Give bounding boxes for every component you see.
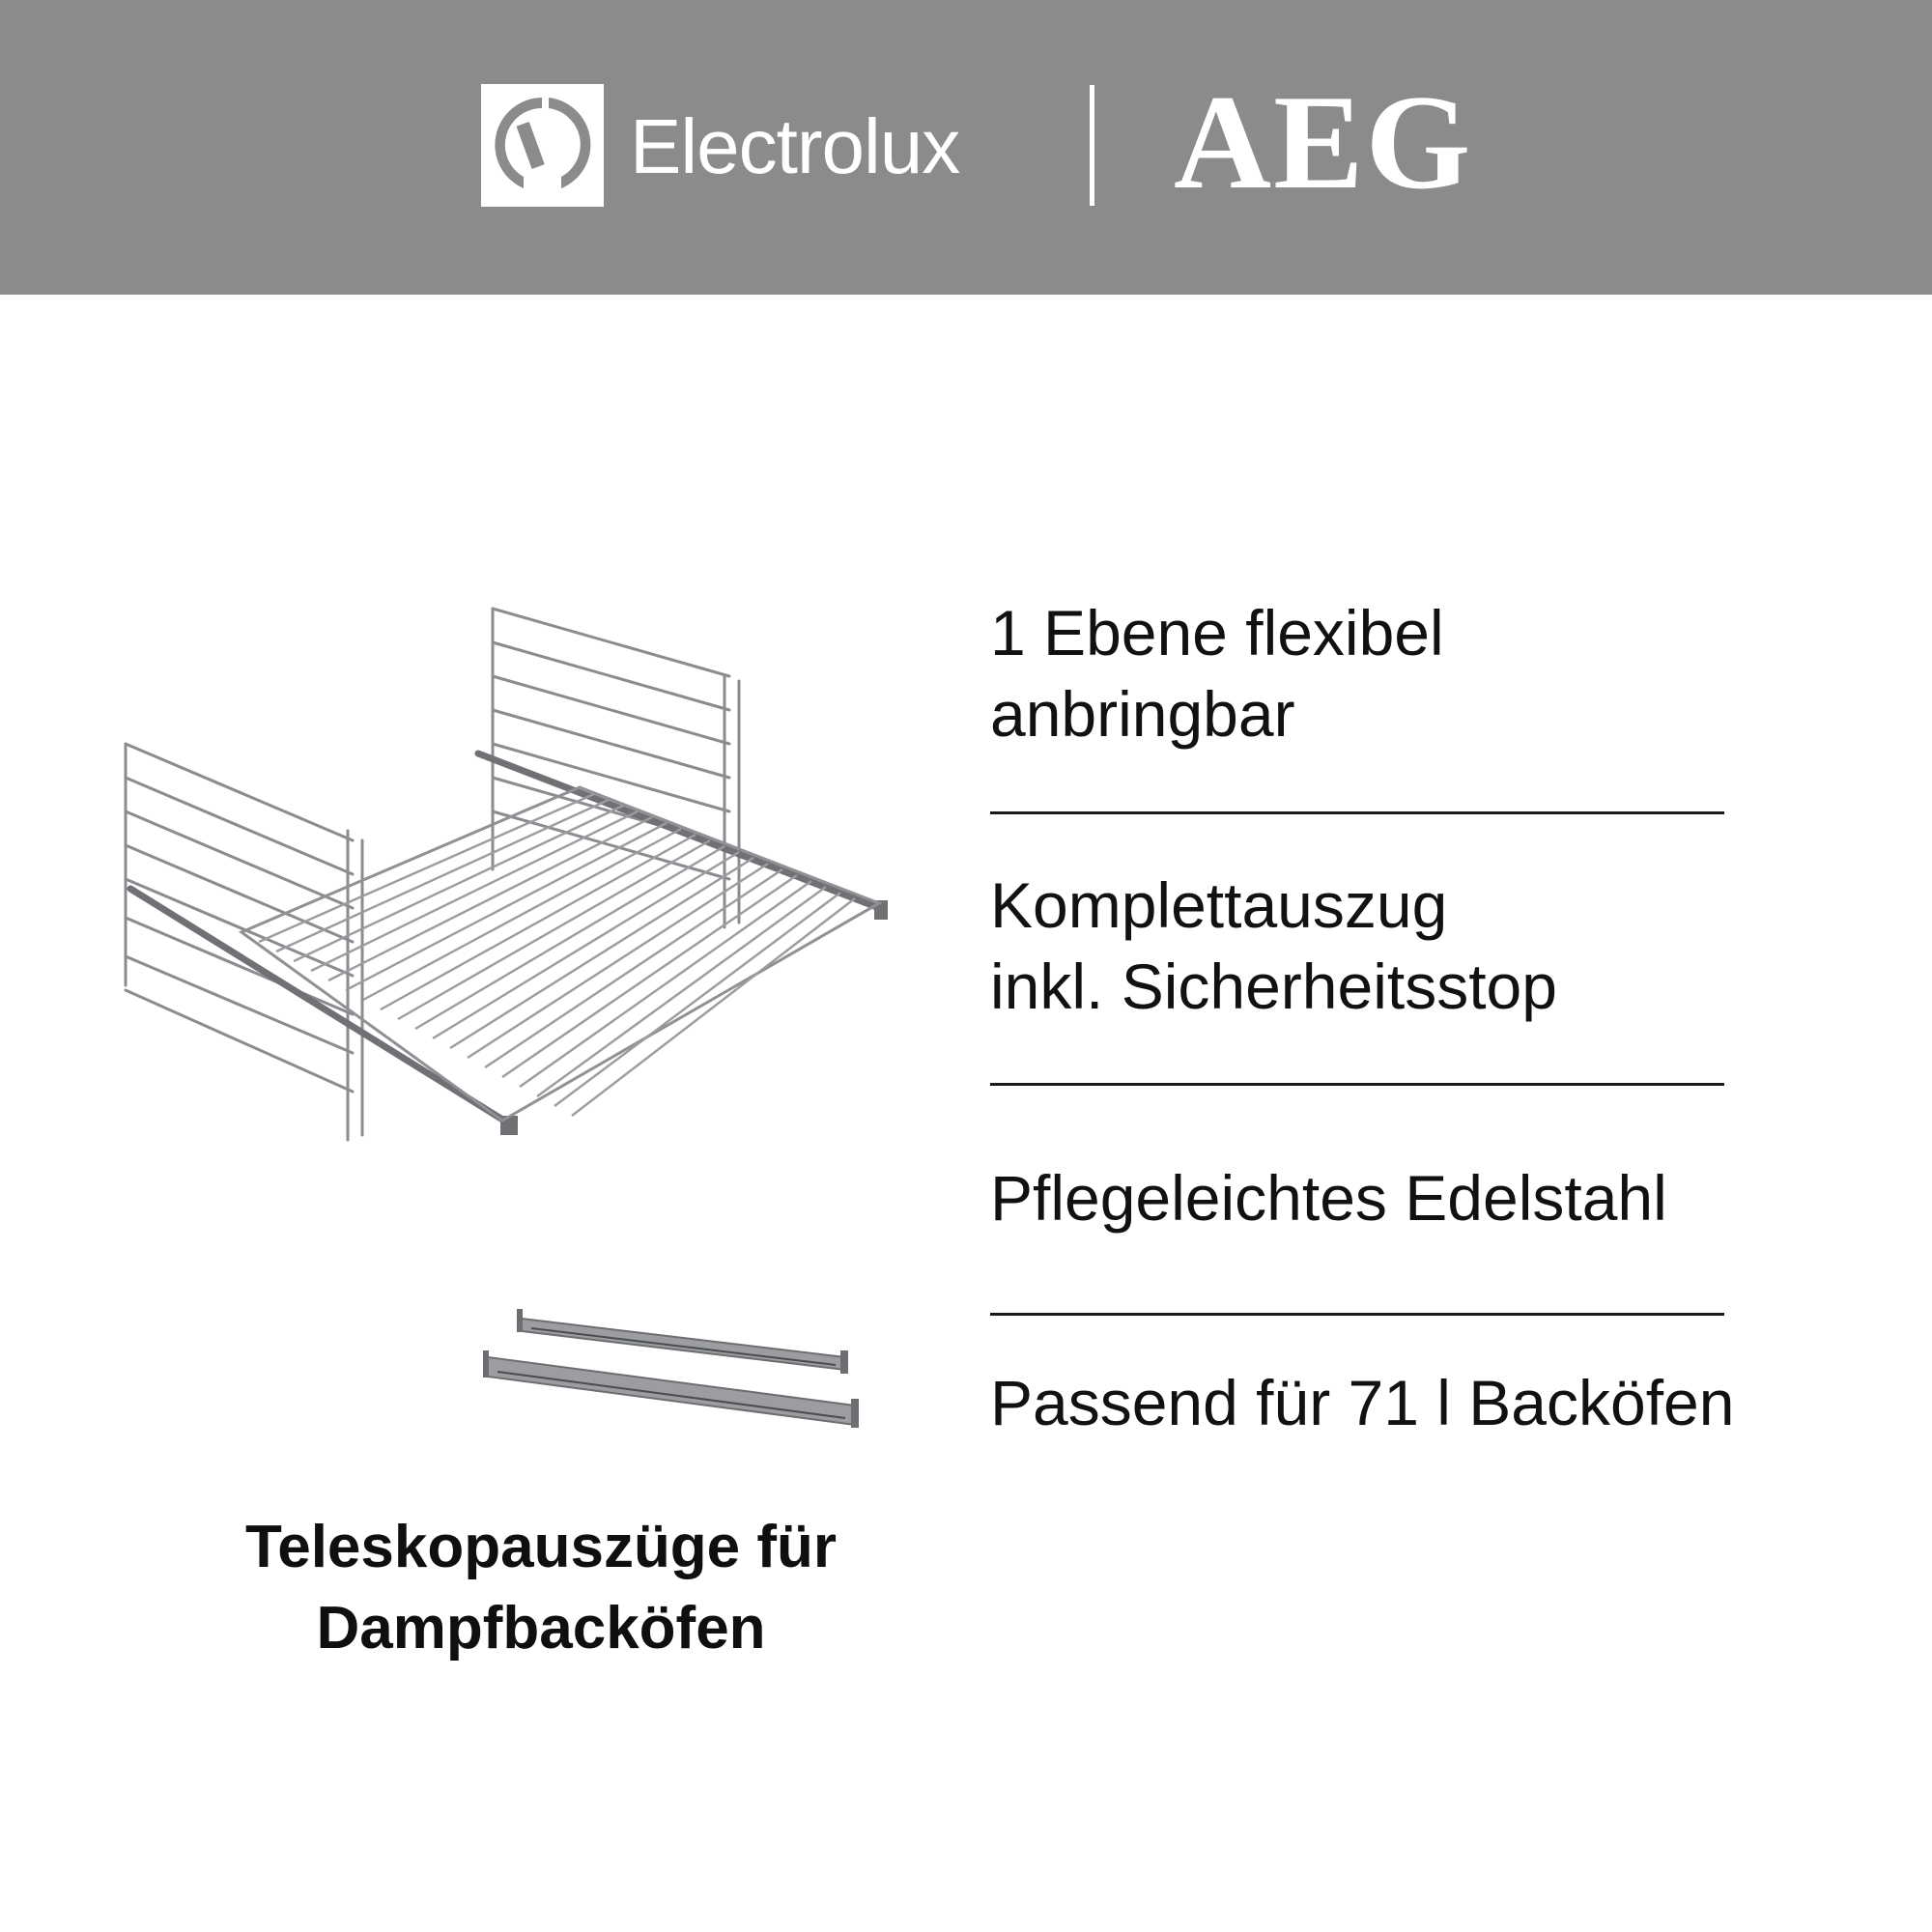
feature-line: 1 Ebene flexibel	[990, 597, 1444, 668]
feature-divider	[990, 1313, 1724, 1316]
brand-header	[0, 0, 1932, 295]
feature-line: inkl. Sicherheitsstop	[990, 951, 1557, 1022]
caption-line-2: Dampfbacköfen	[316, 1595, 766, 1662]
oven-rack-illustration	[106, 599, 898, 1150]
feature-divider	[990, 1083, 1724, 1086]
feature-line: anbringbar	[990, 678, 1295, 750]
feature-divider	[990, 811, 1724, 814]
telescopic-rails-illustration	[478, 1304, 860, 1444]
electrolux-wordmark: Electrolux	[630, 103, 960, 189]
feature-line: Pflegeleichtes Edelstahl	[990, 1162, 1667, 1234]
feature-line: Komplettauszug	[990, 869, 1448, 941]
feature-line: Passend für 71 l Backöfen	[990, 1367, 1735, 1438]
caption-line-1: Teleskopauszüge für	[244, 1514, 838, 1580]
feature-item	[990, 1157, 1860, 1238]
aeg-wordmark: AEG	[1174, 68, 1473, 217]
product-caption	[193, 1507, 889, 1669]
electrolux-logo-icon	[481, 84, 604, 207]
feature-item	[990, 592, 1860, 754]
brand-separator	[1090, 85, 1094, 206]
feature-item	[990, 1362, 1860, 1443]
feature-item	[990, 865, 1860, 1027]
